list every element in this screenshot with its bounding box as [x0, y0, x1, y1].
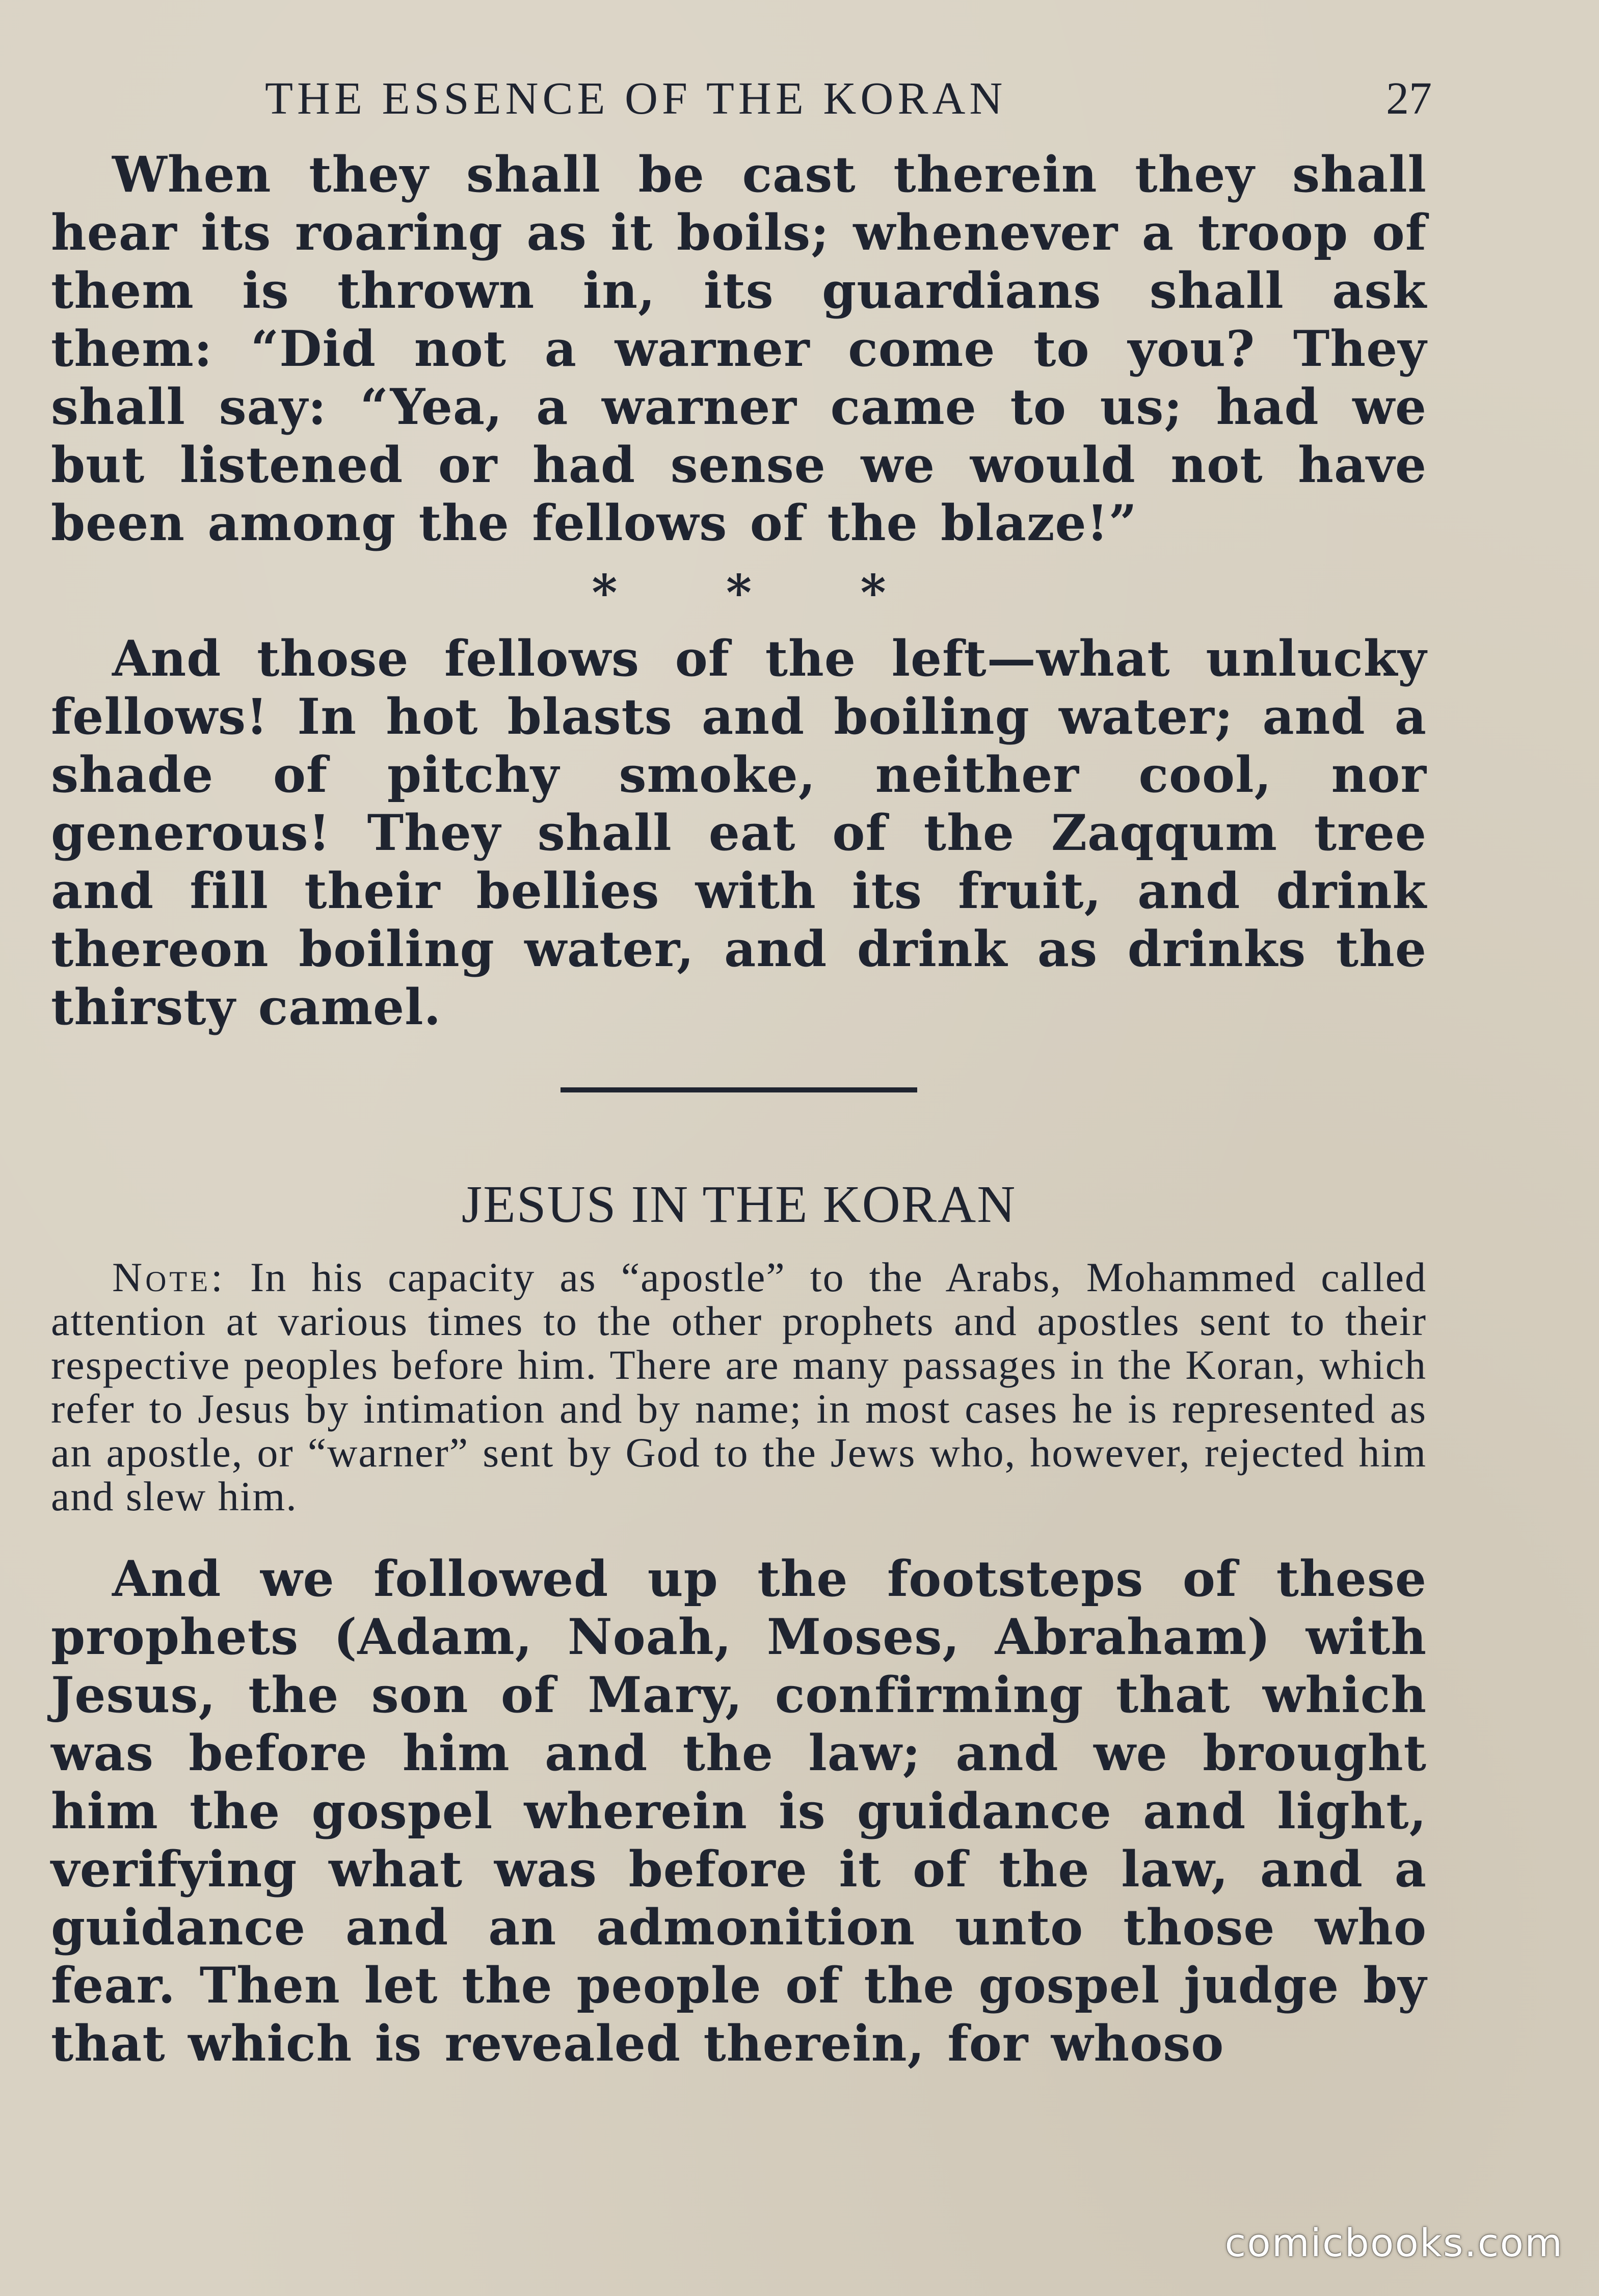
book-page: [51, 66, 1432, 2232]
page-number: 27: [1386, 73, 1432, 124]
note-text: In his capacity as “apostle” to the Arabs, Mohammed called attention at various times to the other prophets and apostles sent to their respective peoples before him. There are many passages in the Koran, which refer to Jesus by intimation and by name; in most cases he is represented as an apostle, or “warner” sent by God to the Jews who, however, rejected him and slew him.: [51, 1254, 1427, 1519]
note-label: Note:: [112, 1254, 226, 1300]
paragraph-warner: When they shall be cast therein they shall hear its roaring as it boils; whenever a troop of them is thrown in, its guardians shall ask them: “Did not a warner come to you? They shall say: “Yea, a warner came to us; had we but listened or had sense we would not have been among the fellows of the blaze!”: [51, 146, 1427, 552]
editorial-note: [51, 1256, 1427, 1518]
section-separator: * * *: [592, 564, 932, 622]
section-heading: JESUS IN THE KORAN: [461, 1175, 1017, 1234]
rule-line: [561, 1087, 917, 1092]
watermark: comicbooks.com: [1224, 2220, 1563, 2265]
paragraph-fellows-of-the-left: And those fellows of the left—what unlucky fellows! In hot blasts and boiling water; and a shade of pitchy smoke, neither cool, nor generous! They shall eat of the Zaqqum tree and fill their bellies with its fruit, and drink thereon boiling water, and drink as drinks the thirsty camel.: [51, 630, 1427, 1036]
running-title: THE ESSENCE OF THE KORAN: [265, 73, 1007, 124]
paragraph-jesus-son-of-mary: And we followed up the footsteps of these prophets (Adam, Noah, Moses, Abraham) with Jesus, the son of Mary, confirming that which was before him and the law; and we brought him the gospel wherein is guidance and light, verifying what was before it of the law, and a guidance and an admonition unto those who fear. Then let the people of the gospel judge by that which is revealed therein, for whoso: [51, 1550, 1427, 2072]
running-head: [51, 66, 1432, 132]
horizontal-rule: [51, 1087, 1427, 1098]
